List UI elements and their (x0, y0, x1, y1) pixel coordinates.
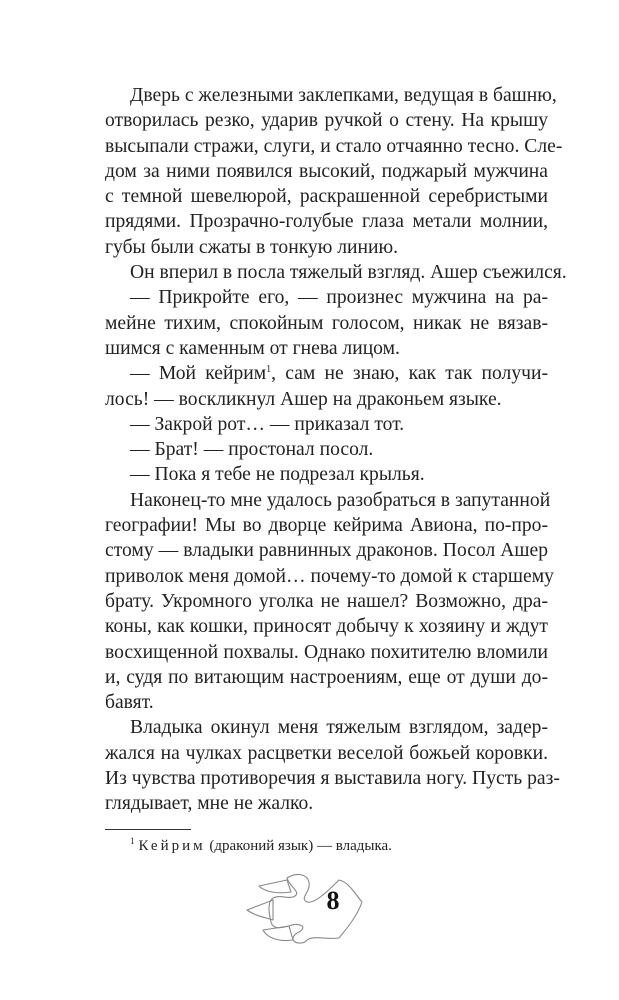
page-number: 8 (326, 886, 340, 915)
text-line: географии! Мы во дворце кейрима Авиона, по-про- (105, 515, 548, 537)
text-line: лось! — воскликнул Ашер на драконьем языке. (105, 388, 502, 410)
text-line: Владыка окинул меня тяжелым взглядом, задер- (130, 717, 548, 739)
text-line: — Брат! — простонал посол. (130, 439, 374, 461)
text-line: приволок меня домой… почему-то домой к старшему (105, 565, 554, 587)
text-line: бавят. (105, 692, 154, 714)
text-line: — Закрой рот… — приказал тот. (130, 413, 405, 435)
text-line: губы были сжаты в тонкую линию. (105, 236, 399, 258)
text-line: Из чувства противоречия я выставила ногу. Пусть раз- (105, 768, 560, 790)
text-line: коны, как кошки, приносят добычу к хозяину и ждут (105, 616, 548, 638)
text-line: отворилась резко, ударив ручкой о стену. На крышу (105, 110, 548, 132)
dragon-claw-footprint-icon (245, 868, 385, 948)
text-line: — Прикройте его, — произнес мужчина на ра- (130, 287, 548, 309)
text-line: Наконец-то мне удалось разобраться в запутанной (130, 489, 551, 511)
page-folio (245, 868, 385, 948)
footnote-divider (105, 829, 191, 830)
footnote (130, 838, 392, 855)
text-fragment: — Мой кейрим (130, 363, 267, 385)
text-fragment: , сам не знаю, как так получи- (271, 363, 548, 385)
text-line: стому — владыки равнинных драконов. Посол Ашер (105, 540, 548, 562)
text-line: высыпали стражи, слуги, и стало отчаянно тесно. Сле- (105, 135, 563, 157)
text-line: дом за ними появился высокий, поджарый мужчина (105, 160, 548, 182)
text-line: восхищенной похвалы. Однако похитителю вломили (105, 641, 548, 663)
text-line: — Пока я тебе не подрезал крылья. (130, 464, 425, 486)
footnote-marker: 1 (130, 836, 135, 846)
text-line: мейне тихим, спокойным голосом, никак не вязав- (105, 312, 548, 334)
text-line: шимся с каменным от гнева лицом. (105, 337, 400, 359)
text-line: прядями. Прозрачно-голубые глаза метали молнии, (105, 211, 548, 233)
footnote-term: Кейрим (138, 838, 206, 854)
footnote-reference[interactable]: 1 (266, 364, 272, 376)
text-line: и, судя по витающим настроениям, еще от души до- (105, 666, 548, 688)
body-text (105, 83, 567, 817)
text-line: глядывает, мне не жалко. (105, 793, 314, 815)
text-line: жался на чулках расцветки веселой божьей коровки. (105, 742, 548, 764)
text-line: с темной шевелюрой, раскрашенной серебристыми (105, 186, 548, 208)
text-line-with-footnote-ref (105, 361, 548, 386)
footnote-definition: (драконий язык) — владыка. (209, 838, 392, 854)
text-line: Дверь с железными заклепками, ведущая в башню, (130, 85, 557, 106)
text-line: Он вперил в посла тяжелый взгляд. Ашер съежился. (130, 262, 567, 284)
text-line: брату. Укромного уголка не нашел? Возможно, дра- (105, 590, 548, 612)
